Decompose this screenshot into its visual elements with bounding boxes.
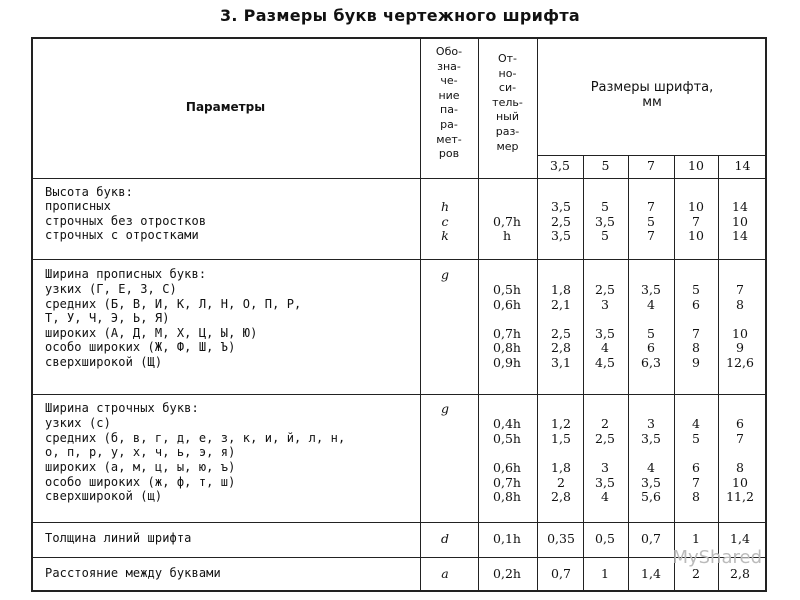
row-label: особо широких (ж, ф, т, ш) xyxy=(45,475,236,489)
row-value: 5,6 xyxy=(641,489,661,504)
table-row xyxy=(31,566,767,581)
row-value: 0,35 xyxy=(547,531,575,546)
row-symbol: k xyxy=(441,228,449,243)
row-relative-size: 0,7h xyxy=(493,326,521,341)
row-relative-size: 0,2h xyxy=(493,566,521,581)
row-divider xyxy=(31,394,767,395)
row-label: Т, У, Ч, Э, Ь, Я) xyxy=(45,311,170,325)
row-value: 3,5 xyxy=(551,199,571,214)
row-symbol: c xyxy=(441,214,449,229)
size-header: 10 xyxy=(688,158,704,173)
row-divider xyxy=(31,178,767,179)
row-value: 2,8 xyxy=(551,340,571,355)
row-value: 10 xyxy=(732,475,748,490)
table-row xyxy=(31,460,767,475)
row-value: 3,5 xyxy=(641,282,661,297)
table-row xyxy=(31,340,767,355)
row-value: 2,8 xyxy=(551,489,571,504)
row-value: 5 xyxy=(647,326,655,341)
row-relative-size: 0,1h xyxy=(493,531,521,546)
row-relative-size: 0,5h xyxy=(493,431,521,446)
page-title: 3. Размеры букв чертежного шрифта xyxy=(220,6,580,25)
table-row xyxy=(31,311,767,326)
row-value: 7 xyxy=(736,431,744,446)
row-value: 6 xyxy=(692,297,700,312)
watermark: MyShared xyxy=(672,547,762,568)
row-value: 7 xyxy=(692,475,700,490)
row-value: 5 xyxy=(601,199,609,214)
row-value: 4 xyxy=(692,416,700,431)
row-label: Ширина строчных букв: xyxy=(45,401,199,415)
header-font-sizes: Размеры шрифта, мм xyxy=(590,80,714,110)
row-relative-size: 0,6h xyxy=(493,460,521,475)
row-label: Высота букв: xyxy=(45,185,133,199)
row-divider xyxy=(31,522,767,523)
row-value: 1,2 xyxy=(551,416,571,431)
row-value: 14 xyxy=(732,199,748,214)
row-label: широких (А, Д, М, Х, Ц, Ы, Ю) xyxy=(45,326,258,340)
row-value: 7 xyxy=(692,326,700,341)
row-value: 8 xyxy=(692,340,700,355)
row-relative-size: 0,7h xyxy=(493,214,521,229)
row-value: 2,5 xyxy=(595,431,615,446)
row-value: 6,3 xyxy=(641,355,661,370)
row-symbol: d xyxy=(440,531,449,546)
table-row xyxy=(31,531,767,546)
header-params: Параметры xyxy=(185,100,266,114)
row-value: 4 xyxy=(601,489,609,504)
row-value: 3 xyxy=(647,416,655,431)
row-value: 10 xyxy=(732,326,748,341)
row-value: 3,5 xyxy=(641,431,661,446)
row-value: 2,5 xyxy=(551,214,571,229)
row-value: 5 xyxy=(692,431,700,446)
row-label: сверхширокой (Щ) xyxy=(45,355,163,369)
header-relative: От- но- си- тель- ный раз- мер xyxy=(492,52,523,153)
row-value: 1,8 xyxy=(551,460,571,475)
row-value: 3,5 xyxy=(595,326,615,341)
row-label: прописных xyxy=(45,199,111,213)
row-relative-size: 0,9h xyxy=(493,355,521,370)
row-value: 4 xyxy=(647,297,655,312)
row-value: 11,2 xyxy=(726,489,754,504)
row-value: 0,5 xyxy=(595,531,615,546)
table-row xyxy=(31,214,767,229)
row-value: 0,7 xyxy=(551,566,571,581)
row-label: особо широких (Ж, Ф, Ш, Ъ) xyxy=(45,340,236,354)
size-header: 3,5 xyxy=(550,158,570,173)
row-value: 1 xyxy=(692,531,700,546)
row-value: 9 xyxy=(692,355,700,370)
table-row xyxy=(31,185,767,200)
row-value: 0,7 xyxy=(641,531,661,546)
row-value: 3 xyxy=(601,460,609,475)
row-value: 1 xyxy=(601,566,609,581)
row-value: 8 xyxy=(736,460,744,475)
row-label: Ширина прописных букв: xyxy=(45,267,207,281)
row-relative-size: 0,5h xyxy=(493,282,521,297)
table-row xyxy=(31,282,767,297)
row-value: 5 xyxy=(601,228,609,243)
table-row xyxy=(31,401,767,416)
row-value: 3,1 xyxy=(551,355,571,370)
row-value: 1,8 xyxy=(551,282,571,297)
header-designation: Обо- зна- че- ние па- ра- мет- ров xyxy=(435,45,463,161)
row-value: 7 xyxy=(692,214,700,229)
row-value: 8 xyxy=(736,297,744,312)
row-label: узких (с) xyxy=(45,416,111,430)
row-value: 8 xyxy=(692,489,700,504)
row-divider xyxy=(31,557,767,558)
row-relative-size: 0,7h xyxy=(493,475,521,490)
row-value: 10 xyxy=(688,228,704,243)
table-row xyxy=(31,416,767,431)
row-relative-size: h xyxy=(502,228,512,243)
row-value: 2 xyxy=(557,475,565,490)
table-row xyxy=(31,489,767,504)
row-value: 1,4 xyxy=(730,531,750,546)
row-value: 2,8 xyxy=(730,566,750,581)
size-header: 7 xyxy=(647,158,655,173)
row-value: 3 xyxy=(601,297,609,312)
row-value: 3,5 xyxy=(551,228,571,243)
row-value: 7 xyxy=(736,282,744,297)
row-value: 10 xyxy=(732,214,748,229)
row-label: средних (Б, В, И, К, Л, Н, О, П, Р, xyxy=(45,297,302,311)
row-symbol: g xyxy=(440,401,449,416)
table-row xyxy=(31,431,767,446)
row-value: 7 xyxy=(647,199,655,214)
row-value: 5 xyxy=(647,214,655,229)
row-value: 10 xyxy=(688,199,704,214)
row-divider xyxy=(31,259,767,260)
row-value: 6 xyxy=(647,340,655,355)
table-row xyxy=(31,475,767,490)
table-row xyxy=(31,199,767,214)
row-relative-size: 0,8h xyxy=(493,340,521,355)
row-relative-size: 0,6h xyxy=(493,297,521,312)
row-label: сверхширокой (щ) xyxy=(45,489,163,503)
size-header: 5 xyxy=(601,158,610,173)
row-label: строчных без отростков xyxy=(45,214,207,228)
table-row xyxy=(31,297,767,312)
row-value: 2,5 xyxy=(551,326,571,341)
row-value: 4 xyxy=(647,460,655,475)
row-value: 7 xyxy=(647,228,655,243)
table-row xyxy=(31,326,767,341)
row-value: 1,4 xyxy=(641,566,661,581)
row-value: 9 xyxy=(736,340,744,355)
row-label: средних (б, в, г, д, е, з, к, и, й, л, н, xyxy=(45,431,346,445)
table-row xyxy=(31,228,767,243)
table-row xyxy=(31,355,767,370)
row-value: 5 xyxy=(692,282,700,297)
row-label: узких (Г, Е, З, С) xyxy=(45,282,177,296)
row-value: 2 xyxy=(601,416,609,431)
row-value: 6 xyxy=(692,460,700,475)
row-value: 4 xyxy=(601,340,609,355)
row-value: 3,5 xyxy=(595,475,615,490)
row-label: строчных с отростками xyxy=(45,228,199,242)
row-symbol: g xyxy=(440,267,449,282)
row-value: 2 xyxy=(692,566,700,581)
row-value: 14 xyxy=(732,228,748,243)
row-value: 3,5 xyxy=(595,214,615,229)
size-header: 14 xyxy=(734,158,751,173)
row-label: о, п, р, у, х, ч, ь, э, я) xyxy=(45,445,236,459)
row-value: 12,6 xyxy=(726,355,754,370)
row-value: 1,5 xyxy=(551,431,571,446)
table-row xyxy=(31,267,767,282)
row-value: 2,1 xyxy=(551,297,571,312)
table-row xyxy=(31,445,767,460)
row-relative-size: 0,8h xyxy=(493,489,521,504)
row-label: Толщина линий шрифта xyxy=(45,531,192,545)
row-label: Расстояние между буквами xyxy=(45,566,221,580)
row-symbol: a xyxy=(441,566,449,581)
row-value: 4,5 xyxy=(595,355,615,370)
row-relative-size: 0,4h xyxy=(493,416,521,431)
row-value: 2,5 xyxy=(595,282,615,297)
row-symbol: h xyxy=(440,199,450,214)
row-value: 3,5 xyxy=(641,475,661,490)
row-value: 6 xyxy=(736,416,744,431)
row-label: широких (а, м, ц, ы, ю, ъ) xyxy=(45,460,236,474)
